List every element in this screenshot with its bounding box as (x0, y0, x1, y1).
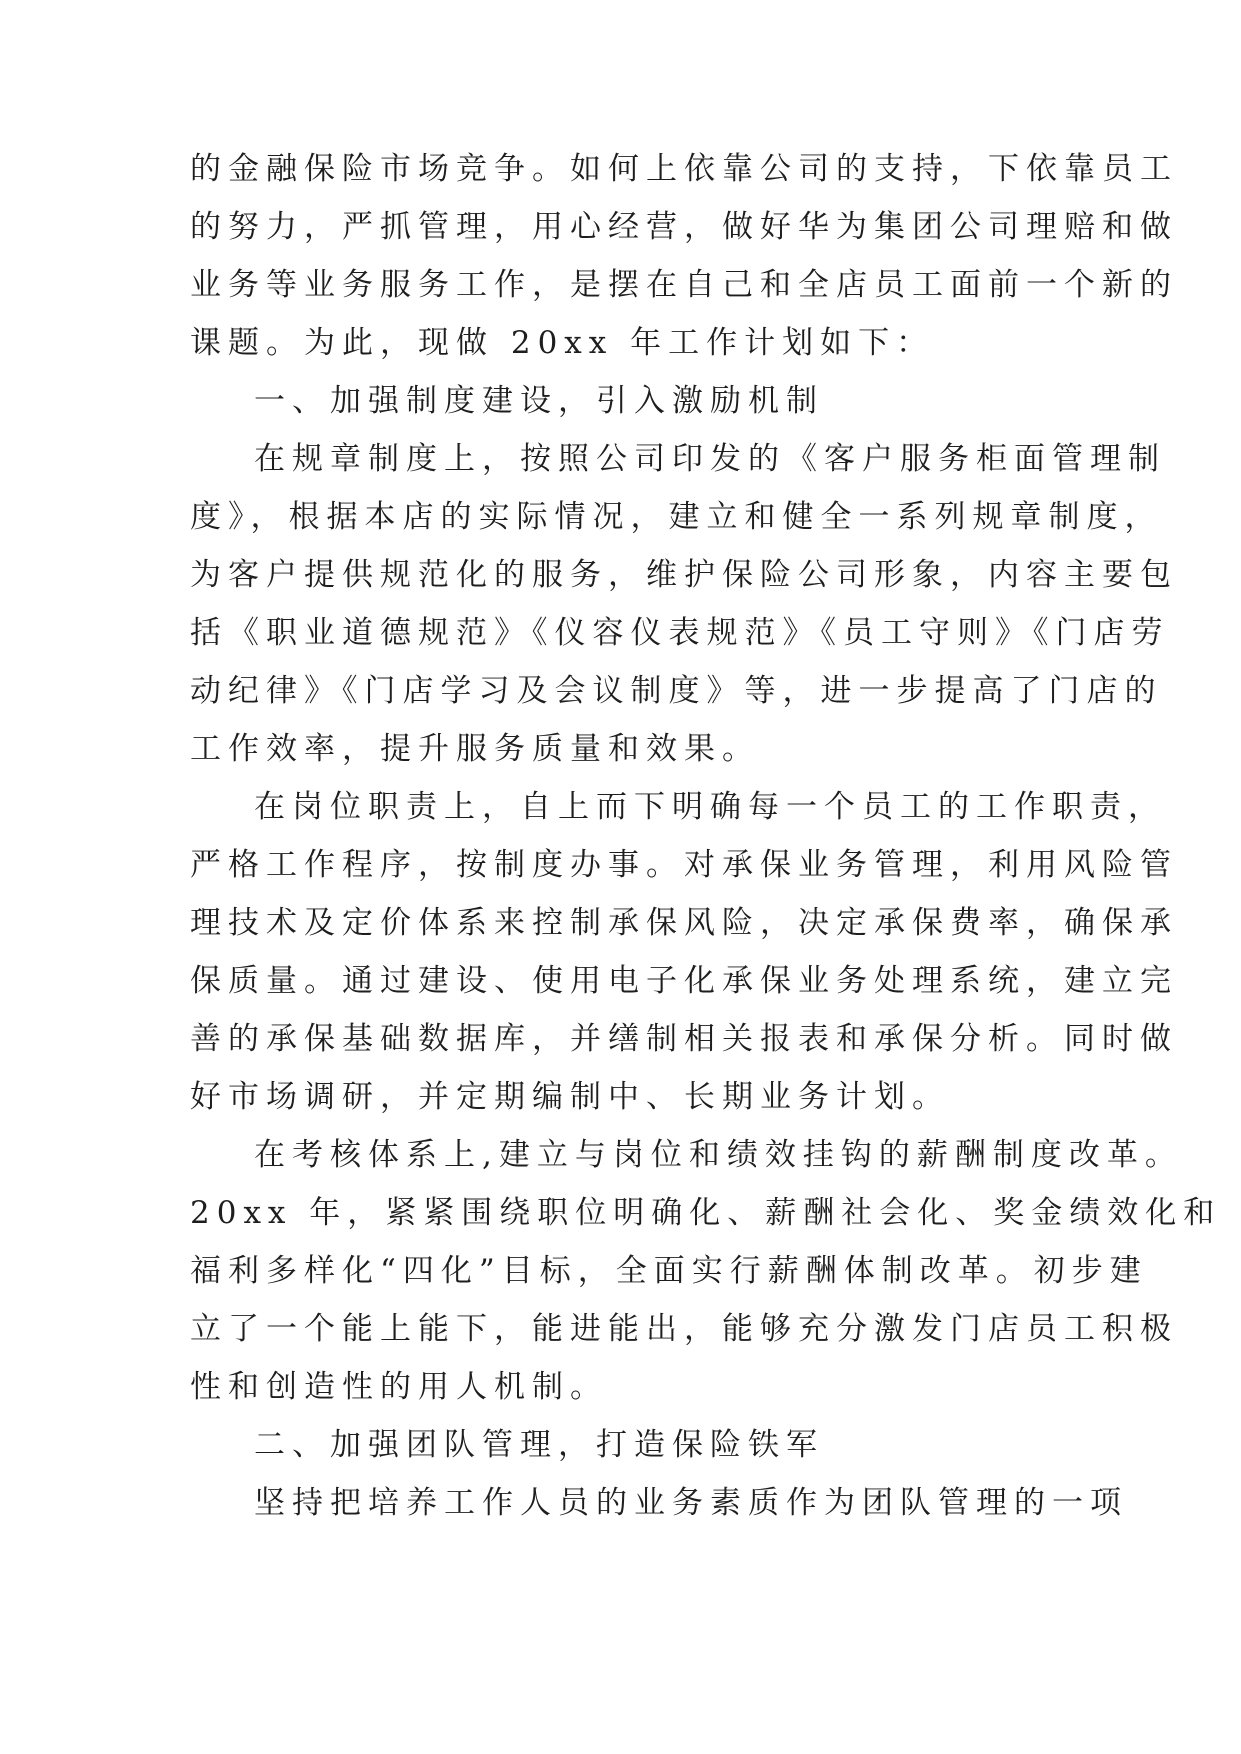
text-line: 在考核体系上,建立与岗位和绩效挂钩的薪酬制度改革。 (254, 1137, 1183, 1173)
text-line: 立了一个能上能下，能进能出，能够充分激发门店员工积极 (190, 1311, 1178, 1347)
text-line: 的努力，严抓管理，用心经营，做好华为集团公司理赔和做 (190, 209, 1178, 245)
text-line: 业务等业务服务工作，是摆在自己和全店员工面前一个新的 (190, 267, 1178, 303)
text-line: 理技术及定价体系来控制承保风险，决定承保费率，确保承 (190, 905, 1178, 941)
text-line: 严格工作程序，按制度办事。对承保业务管理，利用风险管 (190, 847, 1178, 883)
text-line: 动纪律》《门店学习及会议制度》等，进一步提高了门店的 (190, 673, 1163, 709)
text-line: 福利多样化“四化”目标，全面实行薪酬体制改革。初步建 (190, 1253, 1148, 1289)
section-heading-2: 二、加强团队管理，打造保险铁军 (254, 1427, 824, 1463)
text-line: 坚持把培养工作人员的业务素质作为团队管理的一项 (254, 1485, 1128, 1521)
text-line: 性和创造性的用人机制。 (190, 1369, 608, 1405)
text-line: 括《职业道德规范》《仪容仪表规范》《员工守则》《门店劳 (190, 615, 1170, 651)
text-line: 工作效率，提升服务质量和效果。 (190, 731, 760, 767)
section-heading-1: 一、加强制度建设，引入激励机制 (254, 383, 824, 419)
text-line: 善的承保基础数据库，并缮制相关报表和承保分析。同时做 (190, 1021, 1178, 1057)
body-text (190, 140, 1222, 1532)
text-line: 在岗位职责上，自上而下明确每一个员工的工作职责， (254, 789, 1166, 825)
text-line: 课题。为此，现做 20xx 年工作计划如下： (190, 325, 935, 361)
text-line: 好市场调研，并定期编制中、长期业务计划。 (190, 1079, 950, 1115)
text-line: 的金融保险市场竞争。如何上依靠公司的支持，下依靠员工 (190, 151, 1178, 187)
text-line: 在规章制度上，按照公司印发的《客户服务柜面管理制 (254, 441, 1166, 477)
text-line: 度》，根据本店的实际情况，建立和健全一系列规章制度， (190, 499, 1163, 535)
text-line: 保质量。通过建设、使用电子化承保业务处理系统，建立完 (190, 963, 1178, 999)
text-line: 20xx 年，紧紧围绕职位明确化、薪酬社会化、奖金绩效化和 (190, 1195, 1222, 1231)
text-line: 为客户提供规范化的服务，维护保险公司形象，内容主要包 (190, 557, 1178, 593)
